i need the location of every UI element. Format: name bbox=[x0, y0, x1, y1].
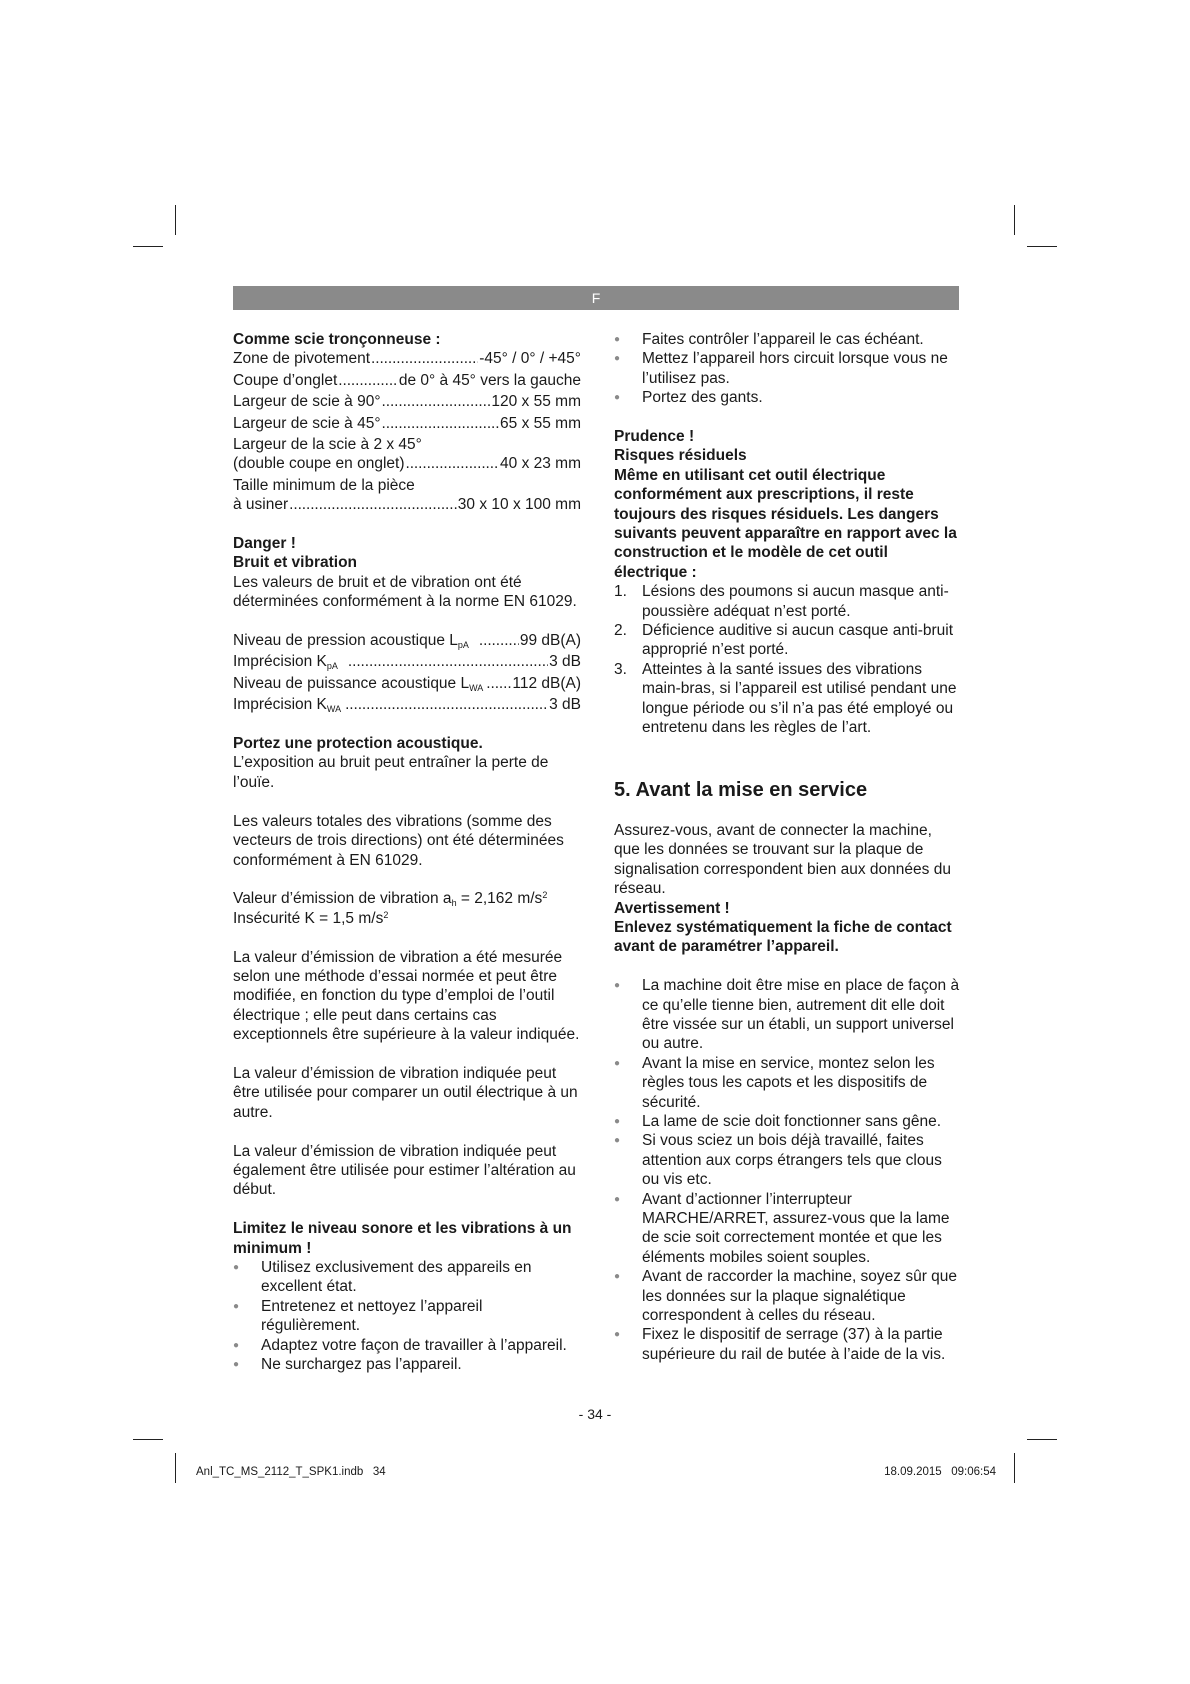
list-item: ● Ne surchargez pas l’appareil. bbox=[233, 1355, 581, 1374]
list-item: ● Faites contrôler l’appareil le cas échéant. bbox=[614, 330, 962, 349]
spacer bbox=[233, 1122, 581, 1141]
spacer bbox=[233, 515, 581, 534]
spec-row bbox=[233, 414, 581, 433]
spec-label: Largeur de scie à 90° bbox=[233, 393, 381, 411]
list-item: ● Adaptez votre façon de travailler à l’appareil. bbox=[233, 1336, 581, 1355]
spec-value: 65 x 55 mm bbox=[500, 414, 581, 432]
leader-dots bbox=[345, 695, 548, 714]
uncertainty-label: Insécurité K = 1,5 m/s bbox=[233, 909, 384, 927]
crop-mark bbox=[1014, 205, 1015, 235]
right-column bbox=[614, 330, 962, 1364]
spec-row bbox=[233, 392, 581, 411]
list-item: ● Avant de raccorder la machine, soyez sûr que les données sur la plaque signalétique correspondent à celles du réseau. bbox=[614, 1267, 962, 1325]
spacer bbox=[614, 408, 962, 427]
leader-dots bbox=[406, 454, 500, 473]
spec-row bbox=[233, 495, 581, 514]
lwa-label: Niveau de puissance acoustique L bbox=[233, 674, 470, 692]
list-item: ● Si vous sciez un bois déjà travaillé, faites attention aux corps étrangers tels que clous ou vis etc. bbox=[614, 1131, 962, 1189]
vibration-value-sup: 2 bbox=[542, 890, 548, 901]
residual-text: Même en utilisant cet outil électrique conformément aux prescriptions, il reste toujours des risques résiduels. Les dangers suivants peuvent apparaître en rapport avec la construction et le modèle de cet outil électrique : bbox=[614, 466, 957, 581]
language-band: F bbox=[233, 286, 959, 310]
left-column bbox=[233, 330, 581, 1374]
uncertainty-line bbox=[233, 909, 581, 928]
protection-title: Portez une protection acoustique. bbox=[233, 735, 483, 753]
list-item: ● Mettez l’appareil hors circuit lorsque vous ne l’utilisez pas. bbox=[614, 349, 962, 388]
warning-text: Enlevez systématiquement la fiche de contact avant de paramétrer l’appareil. bbox=[614, 918, 952, 956]
uncertainty-sup: 2 bbox=[383, 909, 389, 920]
compare-text: La valeur d’émission de vibration indiquée peut être utilisée pour comparer un outil électrique à un autre. bbox=[233, 1064, 578, 1121]
spec-row bbox=[233, 631, 581, 650]
spacer bbox=[614, 802, 962, 821]
list-item bbox=[614, 582, 962, 621]
spec-list bbox=[233, 349, 581, 514]
spec-row bbox=[233, 674, 581, 693]
spec-label: Taille minimum de la pièce bbox=[233, 476, 415, 494]
crop-mark bbox=[1014, 1453, 1015, 1483]
vibration-value-line bbox=[233, 889, 581, 908]
noise-label bbox=[233, 652, 338, 671]
spacer bbox=[233, 1200, 581, 1219]
spec-value: de 0° à 45° vers la gauche bbox=[398, 371, 581, 389]
noise-label bbox=[233, 695, 341, 714]
list-item: ● Entretenez et nettoyez l’appareil régulièrement. bbox=[233, 1297, 581, 1336]
spec-row bbox=[233, 652, 581, 671]
spec-label: à usiner bbox=[233, 496, 289, 514]
kpa-sub: pA bbox=[326, 661, 338, 672]
leader-dots bbox=[338, 371, 398, 390]
spec-label: Largeur de la scie à 2 x 45° bbox=[233, 436, 422, 454]
leader-dots bbox=[289, 495, 457, 514]
spec-label: Zone de pivotement bbox=[233, 350, 371, 368]
lwa-value: 112 dB(A) bbox=[512, 674, 581, 692]
spec-value: 40 x 23 mm bbox=[500, 455, 581, 473]
limit-title: Limitez le niveau sonore et les vibrations à un minimum ! bbox=[233, 1220, 572, 1257]
limit-list bbox=[233, 1258, 581, 1374]
leader-dots bbox=[382, 392, 491, 411]
protection-text: L’exposition au bruit peut entraîner la perte de l’ouïe. bbox=[233, 754, 549, 791]
item-number: 3. bbox=[614, 660, 627, 678]
list-item bbox=[614, 660, 962, 738]
crop-mark bbox=[1027, 246, 1057, 247]
noise-title: Bruit et vibration bbox=[233, 554, 358, 572]
spacer bbox=[614, 738, 962, 778]
vibration-total-text: Les valeurs totales des vibrations (somme des vecteurs de trois directions) ont été déterminées conformément à EN 61029. bbox=[233, 812, 564, 869]
residual-list bbox=[614, 582, 962, 737]
footer-file: Anl_TC_MS_2112_T_SPK1.indb 34 bbox=[196, 1466, 386, 1478]
spec-value: -45° / 0° / +45° bbox=[479, 350, 581, 368]
spacer bbox=[233, 1045, 581, 1064]
spacer bbox=[614, 957, 962, 976]
crop-mark bbox=[133, 1439, 163, 1440]
vibration-value: = 2,162 m/s bbox=[456, 890, 543, 908]
list-item: ● Fixez le dispositif de serrage (37) à la partie supérieure du rail de butée à l’aide de la vis. bbox=[614, 1325, 962, 1364]
service-list bbox=[614, 976, 962, 1364]
lpa-label: Niveau de pression acoustique L bbox=[233, 632, 458, 650]
top-list bbox=[614, 330, 962, 408]
spec-label: (double coupe en onglet) bbox=[233, 455, 405, 473]
leader-dots bbox=[479, 631, 519, 650]
crop-mark bbox=[175, 205, 176, 235]
kpa-value: 3 dB bbox=[549, 653, 581, 671]
prudence-title: Prudence ! bbox=[614, 428, 695, 446]
noise-values bbox=[233, 631, 581, 715]
item-number: 1. bbox=[614, 583, 627, 601]
spacer bbox=[233, 715, 581, 734]
noise-text: Les valeurs de bruit et de vibration ont été déterminées conformément à la norme EN 61029. bbox=[233, 573, 577, 611]
list-item: ● La lame de scie doit fonctionner sans gêne. bbox=[614, 1112, 962, 1131]
spec-value: 120 x 55 mm bbox=[491, 393, 581, 411]
crop-mark bbox=[1027, 1439, 1057, 1440]
spec-row bbox=[233, 371, 581, 390]
item-text: Lésions des poumons si aucun masque anti-poussière adéquat n’est porté. bbox=[642, 583, 949, 620]
lpa-sub: pA bbox=[457, 640, 469, 651]
list-item: ● Avant la mise en service, montez selon les règles tous les capots et les dispositifs de sécurité. bbox=[614, 1054, 962, 1112]
crop-mark bbox=[175, 1453, 176, 1483]
list-item: ● Utilisez exclusivement des appareils en excellent état. bbox=[233, 1258, 581, 1297]
vibration-value-label: Valeur d’émission de vibration a bbox=[233, 890, 452, 908]
item-text: Déficience auditive si aucun casque anti-bruit approprié n’est porté. bbox=[642, 622, 954, 659]
section-text: Assurez-vous, avant de connecter la machine, que les données se trouvant sur la plaque de signalisation correspondent bien aux données du réseau. bbox=[614, 821, 951, 898]
danger-title: Danger ! bbox=[233, 535, 296, 553]
kwa-sub: WA bbox=[326, 704, 342, 715]
crop-mark bbox=[133, 246, 163, 247]
section-title: 5. Avant la mise en service bbox=[614, 778, 868, 801]
kpa-label: Imprécision K bbox=[233, 653, 327, 671]
leader-dots bbox=[371, 349, 478, 368]
spec-label: Largeur de scie à 45° bbox=[233, 414, 381, 432]
list-item: ● Avant d’actionner l’interrupteur MARCHE/ARRET, assurez-vous que la lame de scie soit correctement montée et que les éléments mobiles soient souples. bbox=[614, 1190, 962, 1268]
measure-text: La valeur d’émission de vibration a été mesurée selon une méthode d’essai normée et peut être modifiée, en fonction du type d’emploi de l’outil électrique ; elle peut dans certains cas exceptionnels être supérieure à la valeur indiquée. bbox=[233, 948, 580, 1044]
spec-value: 30 x 10 x 100 mm bbox=[457, 496, 581, 514]
spec-title: Comme scie tronçonneuse : bbox=[233, 331, 441, 348]
spec-row bbox=[233, 454, 581, 473]
leader-dots bbox=[486, 674, 511, 693]
spacer bbox=[233, 612, 581, 631]
lpa-value: 99 dB(A) bbox=[519, 632, 581, 650]
warning-title: Avertissement ! bbox=[614, 899, 730, 917]
leader-dots bbox=[348, 652, 548, 671]
spec-row bbox=[233, 695, 581, 714]
spacer bbox=[233, 870, 581, 889]
item-number: 2. bbox=[614, 622, 627, 640]
spacer bbox=[233, 792, 581, 811]
estimate-text: La valeur d’émission de vibration indiquée peut également être utilisée pour estimer l’altération au début. bbox=[233, 1142, 576, 1199]
item-text: Atteintes à la santé issues des vibrations main-bras, si l’appareil est utilisé pendant une longue période ou s’il n’a pas été employé ou entretenu dans les règles de l’art. bbox=[642, 660, 957, 737]
footer-timestamp: 18.09.2015 09:06:54 bbox=[884, 1466, 996, 1478]
list-item bbox=[614, 621, 962, 660]
list-item: ● La machine doit être mise en place de façon à ce qu’elle tienne bien, autrement dit elle doit être vissée sur un établi, un support universel ou autre. bbox=[614, 976, 962, 1054]
lwa-sub: WA bbox=[469, 682, 484, 693]
kwa-value: 3 dB bbox=[549, 696, 581, 714]
kwa-label: Imprécision K bbox=[233, 696, 327, 714]
vibration-value-sub: h bbox=[451, 898, 457, 909]
spacer bbox=[233, 928, 581, 947]
residual-title: Risques résiduels bbox=[614, 447, 747, 465]
spec-row bbox=[233, 349, 581, 368]
noise-label bbox=[233, 631, 469, 650]
noise-label bbox=[233, 674, 483, 693]
page-number: - 34 - bbox=[578, 1406, 612, 1422]
list-item: ● Portez des gants. bbox=[614, 388, 962, 407]
spec-label: Coupe d’onglet bbox=[233, 371, 338, 389]
leader-dots bbox=[382, 414, 500, 433]
